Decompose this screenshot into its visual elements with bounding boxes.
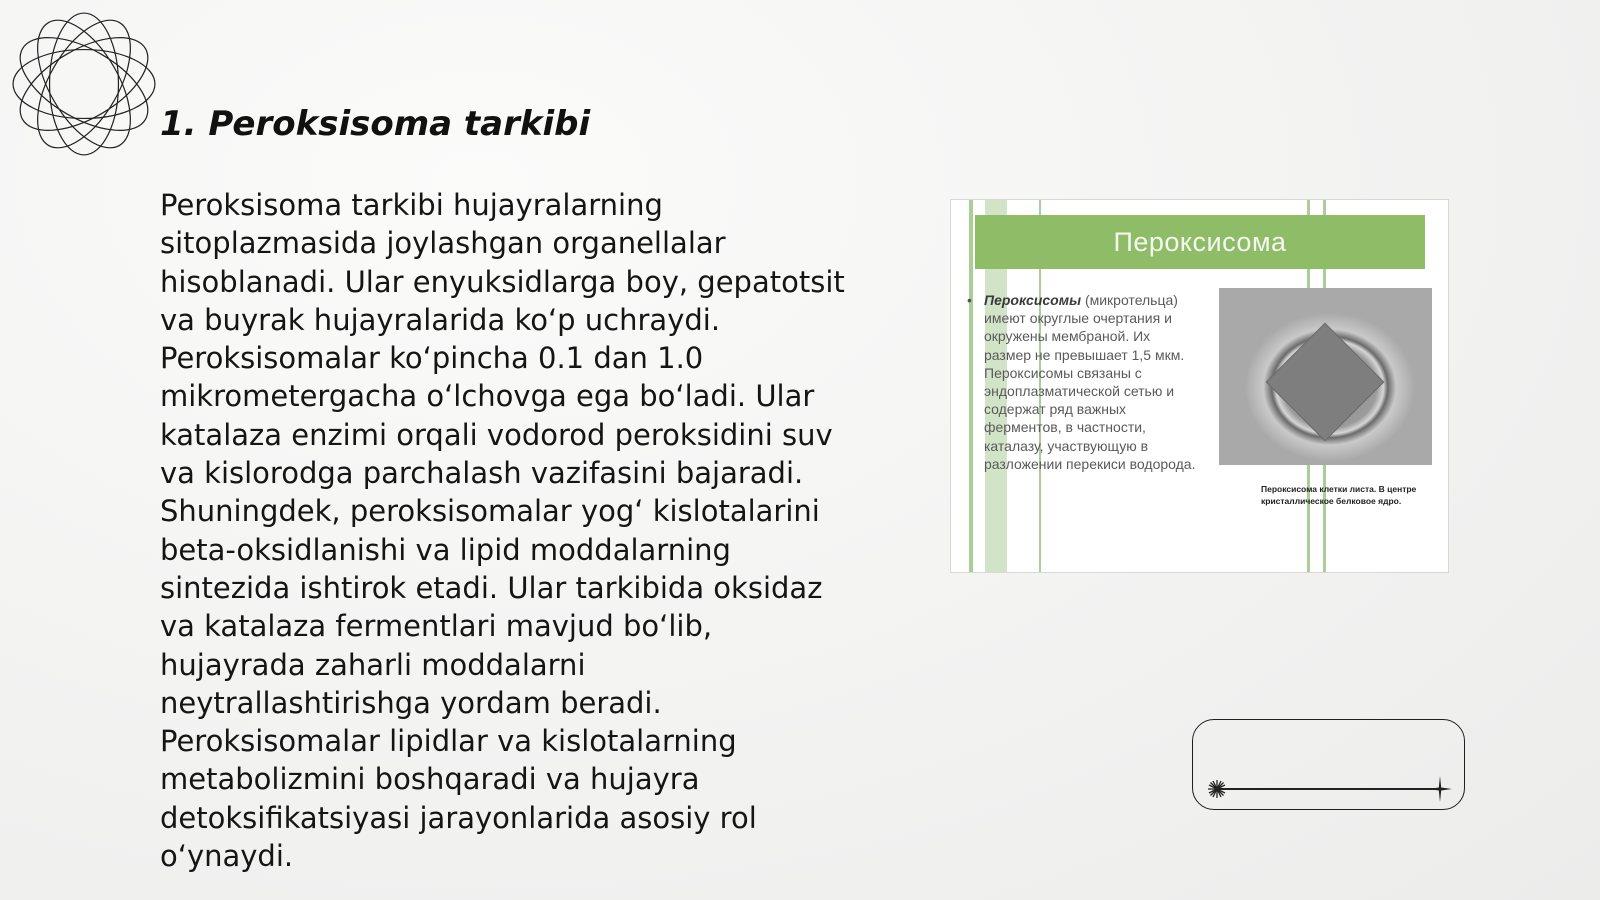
embedded-slide-title: Пероксисома [1113, 226, 1287, 257]
body-paragraph: Peroksisoma tarkibi hujayralarning sitoplazmasida joylashgan organellalar hisoblanadi. Ular enyuksidlarga boy, gepatotsit va buyrak hujayralarida ko‘p uchraydi. Peroksisomalar ko‘pincha 0.1 dan 1.0 mikrometergacha o‘lchovga ega bo‘ladi. Ular katalaza enzimi orqali vodorod peroksidini suv va kislorodga parchalash vazifasini bajaradi. Shuningdek, peroksisomalar yog‘ kislotalarini beta-oksidlanishi va lipid moddalarning sintezida ishtirok etadi. Ular tarkibida oksidaz va katalaza fermentlari mavjud bo‘lib, hujayrada zaharli moddalarni neytrallashtirishga yordam beradi. Peroksisomalar lipidlar va kislotalarning metabolizmini boshqaradi va hujayra detoksifikatsiyasi jarayonlarida asosiy rol o‘ynaydi. [160, 188, 845, 874]
decorative-frame [1192, 719, 1465, 810]
peroxisome-micrograph [1219, 288, 1432, 465]
bullet-dot-icon: • [967, 292, 972, 308]
decorative-line [1217, 788, 1441, 790]
micrograph-caption: Пероксисома клетки листа. В центре кристаллическое белковое ядро. [1261, 484, 1417, 506]
embedded-bullet-bold: Пероксисомы [984, 292, 1082, 308]
embedded-slide-image [950, 199, 1449, 573]
sparkle-icon [1428, 776, 1452, 802]
embedded-slide-header [975, 215, 1425, 269]
embedded-bullet-text: (микротельца) имеют округлые очертания и окружены мембраной. Их размер не превышает 1,5 мкм. Пероксисомы связаны с эндоплазматической сетью и содержат ряд важных ферментов, в частности, каталазу, участвующую в разложении перекиси водорода. [984, 292, 1196, 472]
slide-title: 1. Peroksisoma tarkibi [160, 104, 591, 144]
embedded-bullet [967, 291, 1199, 473]
starburst-icon [1206, 778, 1228, 800]
orbit-rings-icon [8, 8, 160, 160]
crystal-core [1266, 323, 1385, 442]
